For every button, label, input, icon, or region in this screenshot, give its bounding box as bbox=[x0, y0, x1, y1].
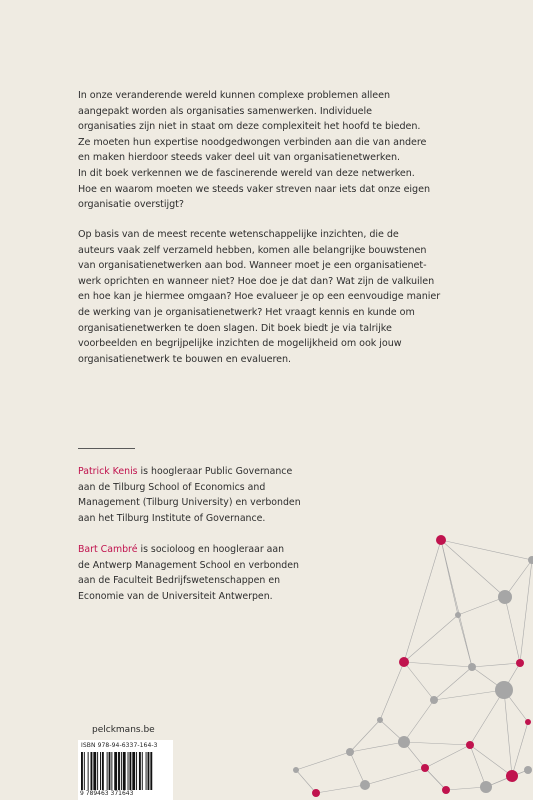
body-line: Op basis van de meest recente wetenschappelijke inzichten, die de bbox=[78, 229, 399, 240]
network-node bbox=[498, 590, 512, 604]
bio-line: de Antwerp Management School en verbonden bbox=[78, 559, 299, 571]
network-node bbox=[293, 767, 299, 773]
intro-line: en maken hierdoor steeds vaker deel uit van organisatienetwerken. bbox=[78, 152, 400, 164]
network-edge bbox=[458, 597, 505, 615]
body-line: auteurs vaak zelf verzameld hebben, komen alle belangrijke bouwstenen bbox=[78, 244, 427, 256]
network-edge bbox=[380, 662, 404, 720]
network-edge bbox=[425, 745, 470, 768]
network-node bbox=[436, 535, 446, 545]
network-edge bbox=[472, 663, 520, 667]
network-node bbox=[377, 717, 383, 723]
network-edge bbox=[470, 745, 486, 787]
bio-text: is hoogleraar Public Governance bbox=[137, 466, 293, 477]
publisher-url: pelckmans.be bbox=[92, 725, 155, 735]
network-nodes bbox=[293, 535, 533, 797]
author-name: Patrick Kenis bbox=[78, 466, 138, 477]
bio-line: aan de Faculteit Bedrijfswetenschappen en bbox=[78, 575, 281, 586]
network-edge bbox=[296, 770, 316, 793]
intro-line: organisaties zijn niet in staat om deze complexiteit het hoofd te bieden. bbox=[78, 121, 421, 133]
network-edge bbox=[404, 615, 458, 662]
network-node bbox=[495, 681, 513, 699]
network-edge bbox=[296, 752, 350, 770]
network-node bbox=[468, 663, 476, 671]
network-node bbox=[516, 659, 524, 667]
barcode-digits: 9 789463 371643 bbox=[80, 790, 134, 797]
network-edge bbox=[365, 768, 425, 785]
isbn-label: ISBN 978-94-6337-164-3 bbox=[81, 742, 158, 749]
network-edge bbox=[425, 768, 446, 790]
body-line: van organisatienetwerken aan bod. Wanneer moet je een organisatienet- bbox=[78, 260, 427, 272]
network-node bbox=[430, 696, 438, 704]
network-edge bbox=[470, 690, 504, 745]
network-edge bbox=[316, 785, 365, 793]
network-node bbox=[312, 789, 320, 797]
body-line: voorbeelden en begrijpelijke inzichten de mogelijkheid om ook jouw bbox=[78, 338, 402, 350]
bio-line: Management (Tilburg University) en verbonden bbox=[78, 497, 301, 508]
network-node bbox=[466, 741, 474, 749]
network-node bbox=[346, 748, 354, 756]
intro-line: In dit boek verkennen we de fascinerende wereld van deze netwerken. bbox=[78, 167, 415, 179]
body-line: de werking van je organisatienetwerk? Het vraagt kennis en kunde om bbox=[78, 306, 415, 318]
network-edge bbox=[404, 700, 434, 742]
network-node bbox=[524, 766, 532, 774]
network-node bbox=[455, 612, 461, 618]
intro-line: Hoe en waarom moeten we steeds vaker streven naar iets dat onze eigen bbox=[78, 183, 430, 195]
network-edge bbox=[434, 690, 504, 700]
network-node bbox=[528, 556, 533, 564]
intro-line: aangepakt worden als organisaties samenwerken. Individuele bbox=[78, 105, 372, 117]
network-node bbox=[506, 770, 518, 782]
network-edges bbox=[296, 540, 532, 793]
network-node bbox=[525, 719, 531, 725]
network-edge bbox=[404, 662, 434, 700]
network-edge bbox=[520, 560, 532, 663]
bio-line: Economie van de Universiteit Antwerpen. bbox=[78, 590, 273, 602]
network-edge bbox=[350, 752, 365, 785]
network-edge bbox=[404, 742, 470, 745]
network-edge bbox=[504, 690, 512, 776]
network-edge bbox=[404, 662, 472, 667]
network-edge bbox=[441, 540, 532, 560]
network-edge bbox=[441, 540, 505, 597]
body-line: organisatienetwerken te doen slagen. Dit boek biedt je via talrijke bbox=[78, 322, 392, 334]
intro-line: organisatie overstijgt? bbox=[78, 199, 184, 211]
network-node bbox=[360, 780, 370, 790]
body-line: werk oprichten en wanneer niet? Hoe doe je dat dan? Wat zijn de valkuilen bbox=[78, 275, 435, 287]
network-node bbox=[399, 657, 409, 667]
network-node bbox=[442, 786, 450, 794]
bio-line: aan het Tilburg Institute of Governance. bbox=[78, 512, 266, 524]
bio-line: aan de Tilburg School of Economics and bbox=[78, 481, 266, 493]
network-node bbox=[421, 764, 429, 772]
network-edge bbox=[441, 540, 472, 667]
network-edge bbox=[505, 597, 520, 663]
body-line: organisatienetwerk te bouwen en evalueren. bbox=[78, 353, 292, 365]
network-edge bbox=[446, 787, 486, 790]
intro-line: Ze moeten hun expertise noodgedwongen verbinden aan die van andere bbox=[78, 136, 427, 148]
network-edge bbox=[434, 667, 472, 700]
bio-text: is socioloog en hoogleraar aan bbox=[137, 544, 285, 555]
network-node bbox=[398, 736, 410, 748]
intro-line: In onze veranderende wereld kunnen complexe problemen alleen bbox=[78, 90, 390, 101]
network-edge bbox=[470, 745, 512, 776]
network-edge bbox=[404, 540, 441, 662]
network-node bbox=[480, 781, 492, 793]
body-line: en hoe kan je hiermee omgaan? Hoe evalueer je op een eenvoudige manier bbox=[78, 291, 441, 303]
author-name: Bart Cambré bbox=[78, 544, 138, 555]
